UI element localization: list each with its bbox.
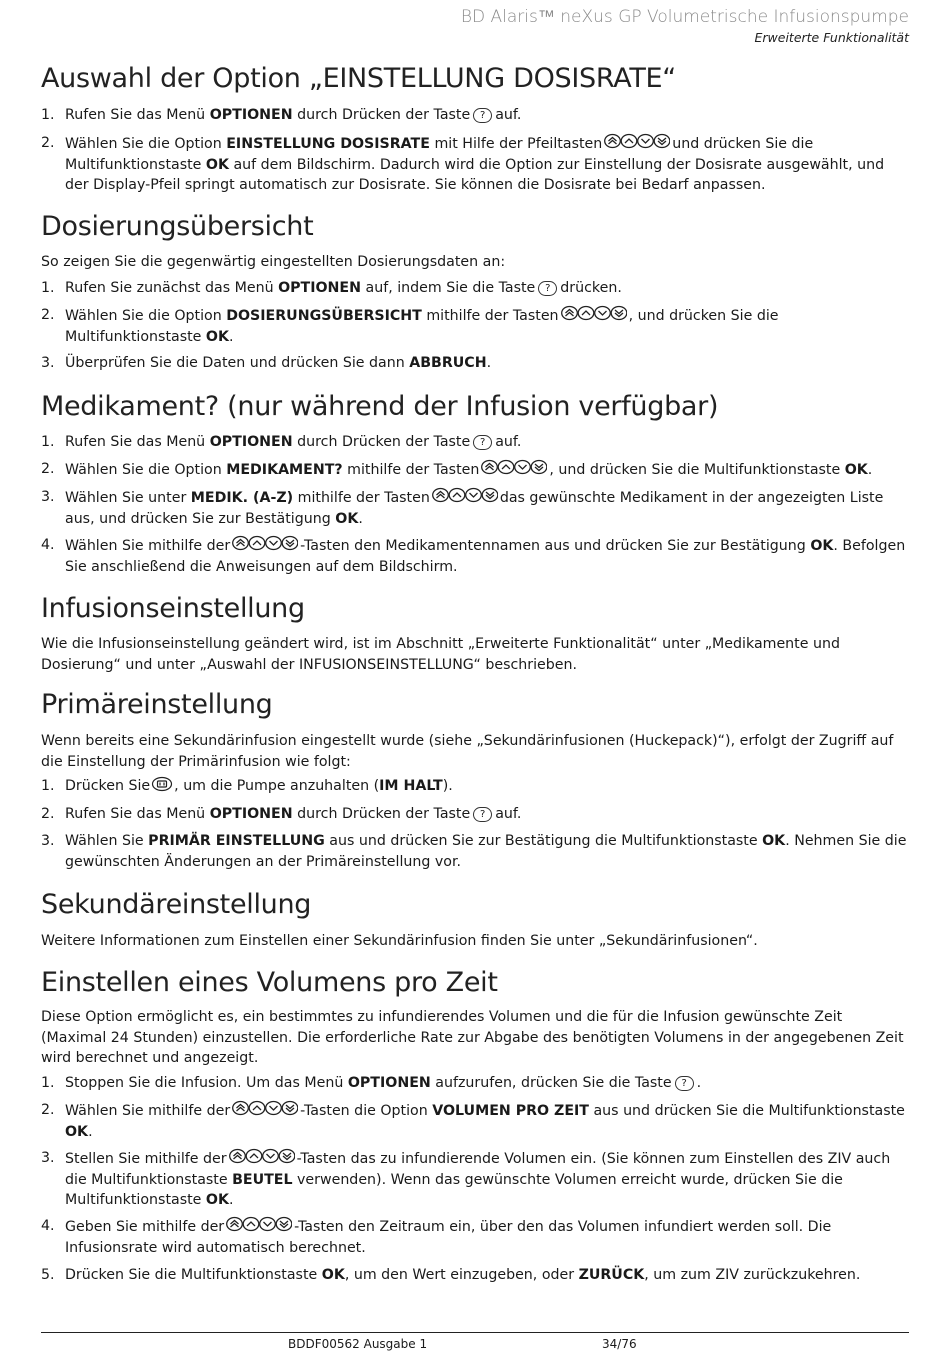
intro-text: Diese Option ermöglicht es, ein bestimmtes zu infundierendes Volumen und die für die Infusion gewünschte Zeit (Maximal 24 Stunden) einzustellen. Die erforderliche Rate zur Abgabe des benötigten Volumens in der angegebenen Zeit wird berechnet und angezeigt. — [41, 1009, 904, 1066]
list-item: 3. Wählen Sie unter MEDIK. (A-Z) mithilfe der Tasten das gewünschte Medikament in der angezeigten Liste aus, und drücken Sie zur Bestätigung OK. — [41, 489, 884, 527]
list-item: 4. Geben Sie mithilfe der -Tasten den Zeitraum ein, über den das Volumen infundiert werden soll. Die Infusionsrate wird automatisch berechnet. — [41, 1218, 832, 1256]
heading-sekundaereinstellung: Sekundäreinstellung — [41, 889, 312, 920]
list-item: 3. Überprüfen Sie die Daten und drücken Sie dann ABBRUCH. — [41, 353, 909, 374]
list-item: 2. Wählen Sie die Option MEDIKAMENT? mithilfe der Tasten , und drücken Sie die Multifunktionstaste OK. — [41, 461, 873, 478]
list-item: 4. Wählen Sie mithilfe der -Tasten den Medikamentennamen aus und drücken Sie zur Bestätigung OK. Befolgen Sie anschließend die Anweisungen auf dem Bildschirm. — [41, 537, 906, 575]
help-key-icon: ? — [473, 435, 492, 450]
list-number: 1. — [41, 1075, 55, 1091]
intro-text: So zeigen Sie die gegenwärtig eingestellten Dosierungsdaten an: — [41, 254, 506, 270]
arrow-keys-icon — [432, 487, 498, 503]
heading-primaereinstellung: Primäreinstellung — [41, 689, 273, 720]
list-number: 4. — [41, 1218, 55, 1234]
list-item: 5. Drücken Sie die Multifunktionstaste OK, um den Wert einzugeben, oder ZURÜCK, um zum ZIV zurückzukehren. — [41, 1265, 909, 1286]
help-key-icon: ? — [675, 1076, 694, 1091]
list-number: 2. — [41, 1102, 55, 1118]
intro-text: Wenn bereits eine Sekundärinfusion eingestellt wurde (siehe „Sekundärinfusionen (Huckepack)“), erfolgt der Zugriff auf die Einstellung der Primärinfusion wie folgt: — [41, 733, 894, 770]
document-title: BD Alaris™ neXus GP Volumetrische Infusionspumpe — [460, 7, 909, 27]
list-item: 2. Wählen Sie die Option EINSTELLUNG DOSISRATE mit Hilfe der Pfeiltasten und drücken Sie die Multifunktionstaste OK auf dem Bildschirm. Dadurch wird die Option zur Einstellung der Dosisrate ausgewählt, und der Display-Pfeil springt automatisch zur Dosisrate. Sie können die Dosisrate bei Bedarf anpassen. — [41, 135, 885, 193]
list-number: 2. — [41, 135, 55, 151]
list-number: 3. — [41, 489, 55, 505]
list-number: 5. — [41, 1267, 55, 1283]
list-item: 3. Wählen Sie PRIMÄR EINSTELLUNG aus und drücken Sie zur Bestätigung die Multifunktionstaste OK. Nehmen Sie die gewünschten Änderungen an der Primäreinstellung vor. — [41, 833, 907, 870]
page-header — [461, 6, 909, 47]
footer-page-number: 34/76 — [602, 1337, 637, 1351]
list-item: 1. Rufen Sie das Menü OPTIONEN durch Drücken der Taste ? auf. — [41, 432, 909, 453]
arrow-keys-icon — [561, 305, 627, 321]
footer-document-id: BDDF00562 Ausgabe 1 — [288, 1337, 428, 1351]
list-number: 2. — [41, 461, 55, 477]
help-key-icon: ? — [473, 108, 492, 123]
heading-medikament: Medikament? (nur während der Infusion verfügbar) — [41, 391, 719, 422]
list-number: 3. — [41, 355, 55, 371]
list-item: 1. Rufen Sie das Menü OPTIONEN durch Drücken der Taste ? auf. — [41, 105, 909, 126]
footer-divider — [41, 1332, 909, 1333]
paragraph: Weitere Informationen zum Einstellen einer Sekundärinfusion finden Sie unter „Sekundärinfusionen“. — [41, 933, 758, 949]
list-item: 3. Stellen Sie mithilfe der -Tasten das zu infundierende Volumen ein. (Sie können zum Einstellen des ZIV auch die Multifunktionstaste BEUTEL verwenden). Wenn das gewünschte Volumen erreicht wurde, drücken Sie die Multifunktionstaste OK. — [41, 1150, 891, 1208]
list-item: 2. Wählen Sie die Option DOSIERUNGSÜBERSICHT mithilfe der Tasten , und drücken Sie die Multifunktionstaste OK. — [41, 307, 779, 345]
arrow-keys-icon — [604, 133, 670, 149]
arrow-keys-icon — [229, 1148, 295, 1164]
list-number: 3. — [41, 833, 55, 849]
list-item: 2. Rufen Sie das Menü OPTIONEN durch Drücken der Taste ? auf. — [41, 804, 909, 825]
help-key-icon: ? — [538, 281, 557, 296]
help-key-icon: ? — [473, 807, 492, 822]
stop-key-icon — [151, 776, 173, 792]
arrow-keys-icon — [232, 535, 298, 551]
list-item: 2. Wählen Sie mithilfe der -Tasten die Option VOLUMEN PRO ZEIT aus und drücken Sie die Multifunktionstaste OK. — [41, 1102, 905, 1140]
arrow-keys-icon — [481, 459, 547, 475]
list-number: 2. — [41, 806, 55, 822]
heading-dosierungsuebersicht: Dosierungsübersicht — [41, 211, 314, 242]
list-number: 4. — [41, 537, 55, 553]
list-number: 1. — [41, 107, 55, 123]
list-item: 1. Rufen Sie zunächst das Menü OPTIONEN auf, indem Sie die Taste ? drücken. — [41, 278, 909, 299]
list-number: 2. — [41, 307, 55, 323]
arrow-keys-icon — [232, 1100, 298, 1116]
list-item: 1. Stoppen Sie die Infusion. Um das Menü OPTIONEN aufzurufen, drücken Sie die Taste ? . — [41, 1073, 909, 1094]
heading-infusionseinstellung: Infusionseinstellung — [41, 593, 305, 624]
paragraph: Wie die Infusionseinstellung geändert wird, ist im Abschnitt „Erweiterte Funktionalität“ unter „Medikamente und Dosierung“ und unter „Auswahl der INFUSIONSEINSTELLUNG“ beschrieben. — [41, 636, 840, 673]
list-number: 1. — [41, 280, 55, 296]
list-item: 1. Drücken Sie , um die Pumpe anzuhalten (IM HALT). — [41, 776, 909, 797]
arrow-keys-icon — [226, 1216, 292, 1232]
heading-volumen-pro-zeit: Einstellen eines Volumens pro Zeit — [41, 967, 498, 998]
list-number: 1. — [41, 778, 55, 794]
list-number: 1. — [41, 434, 55, 450]
section-subtitle: Erweiterte Funktionalität — [754, 30, 909, 45]
heading-einstellung-dosisrate: Auswahl der Option „EINSTELLUNG DOSISRATE“ — [41, 63, 676, 94]
list-number: 3. — [41, 1150, 55, 1166]
